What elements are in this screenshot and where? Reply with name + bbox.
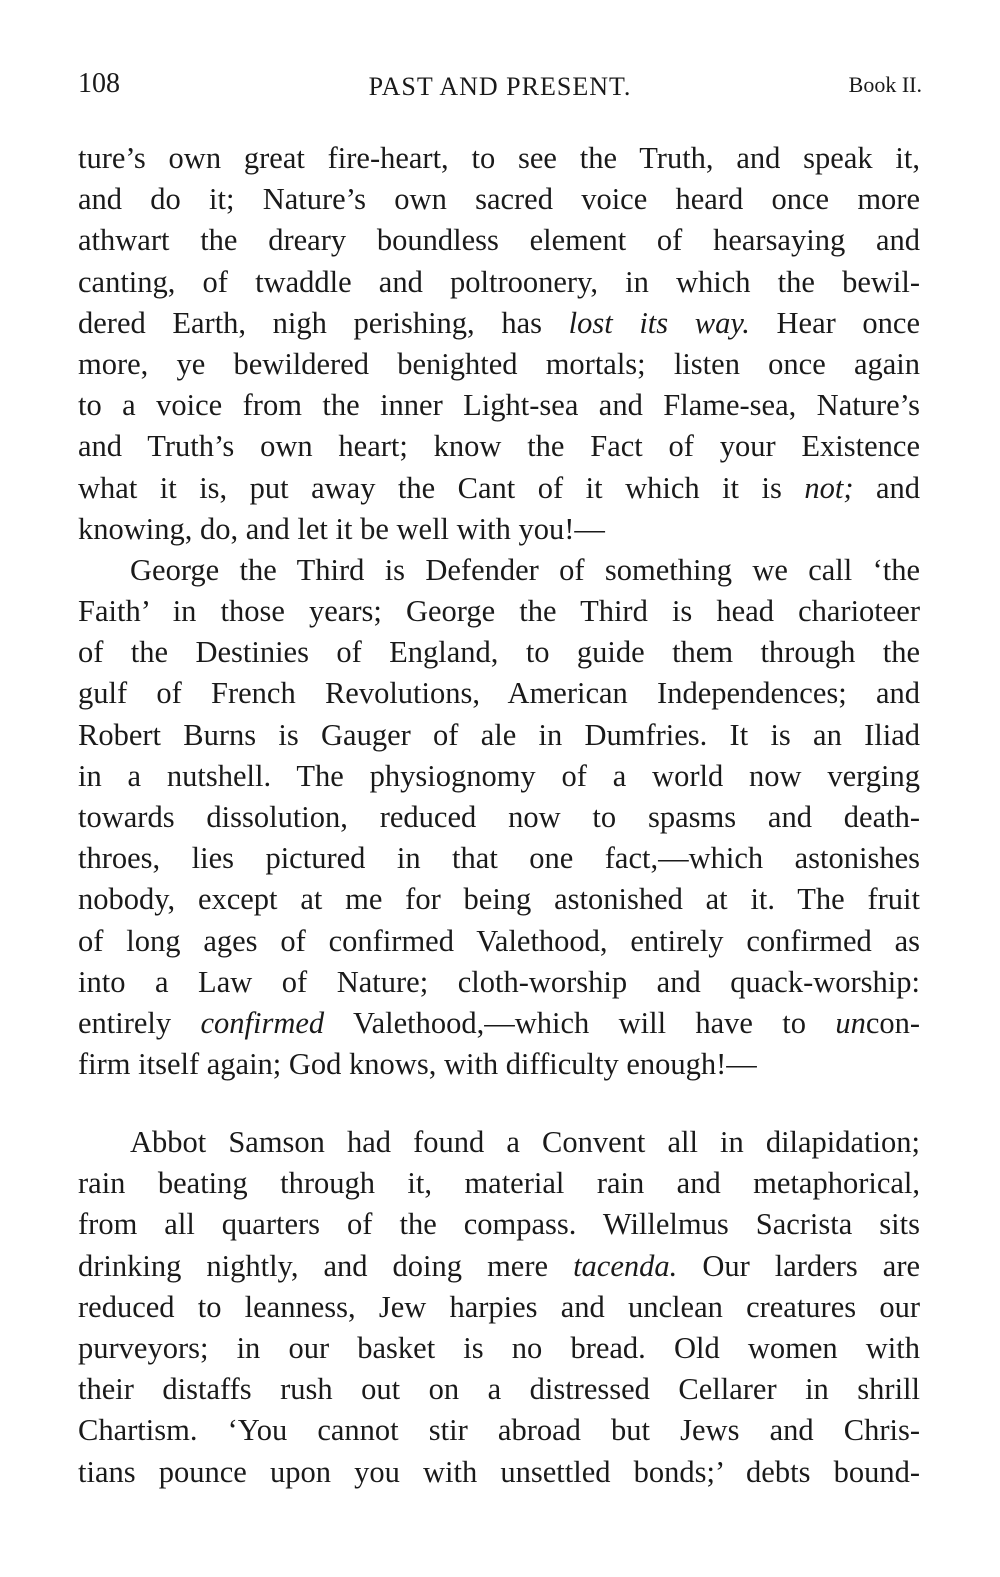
text-block-2	[78, 1122, 920, 1493]
text-line: athwart the dreary boundless element of hearsaying and	[78, 223, 920, 258]
text-line: their distaffs rush out on a distressed Cellarer in shrill	[78, 1372, 920, 1407]
text-line: throes, lies pictured in that one fact,—which astonishes	[78, 841, 920, 876]
text-line: to a voice from the inner Light-sea and Flame-sea, Nature’s	[78, 388, 920, 423]
text-line: Chartism. ‘You cannot stir abroad but Jews and Chris-	[78, 1413, 920, 1448]
text-line: Faith’ in those years; George the Third is head charioteer	[78, 594, 920, 629]
text-block-1	[78, 138, 920, 1085]
text-line: reduced to leanness, Jew harpies and unclean creatures our	[78, 1289, 920, 1324]
text-line: from all quarters of the compass. Willelmus Sacrista sits	[78, 1207, 920, 1242]
running-title: PAST AND PRESENT.	[368, 72, 632, 101]
text-line: firm itself again; God knows, with difficulty enough!—	[78, 1047, 757, 1082]
text-line: and Truth’s own heart; know the Fact of your Existence	[78, 429, 920, 464]
italic-phrase: not;	[804, 470, 854, 505]
text-line: rain beating through it, material rain and metaphorical,	[78, 1166, 920, 1201]
italic-phrase: tacenda.	[573, 1248, 678, 1283]
text-line: of the Destinies of England, to guide them through the	[78, 635, 920, 670]
italic-phrase: lost its way.	[568, 305, 750, 340]
book-label: Book II.	[848, 72, 922, 97]
text-line: purveyors; in our basket is no bread. Old women with	[78, 1330, 920, 1365]
text-line: towards dissolution, reduced now to spasms and death-	[78, 800, 920, 834]
text-line: ture’s own great fire-heart, to see the Truth, and speak it,	[78, 141, 920, 175]
running-header	[78, 68, 922, 102]
text-line: what it is, put away the Cant of it which it is not; and	[78, 470, 921, 505]
text-line: drinking nightly, and doing mere tacenda. Our larders are	[78, 1248, 921, 1283]
paragraph-start-line: Abbot Samson had found a Convent all in dilapidation;	[130, 1125, 920, 1159]
text-line: knowing, do, and let it be well with you!—	[78, 511, 605, 546]
text-line: and do it; Nature’s own sacred voice heard once more	[78, 182, 920, 217]
text-line: nobody, except at me for being astonished at it. The fruit	[78, 882, 920, 917]
text-line: in a nutshell. The physiognomy of a world now verging	[78, 758, 920, 793]
text-line: Robert Burns is Gauger of ale in Dumfries. It is an Iliad	[78, 717, 920, 752]
text-line: more, ye bewildered benighted mortals; listen once again	[78, 346, 920, 381]
italic-prefix: un	[835, 1005, 866, 1040]
paragraph-start-line: George the Third is Defender of something we call ‘the	[130, 552, 920, 587]
text-line: of long ages of confirmed Valethood, entirely confirmed as	[78, 923, 920, 958]
text-line: canting, of twaddle and poltroonery, in which the bewil-	[78, 264, 920, 299]
text-line: entirely confirmed Valethood,—which will have to uncon-	[78, 1005, 921, 1040]
text-line: tians pounce upon you with unsettled bonds;’ debts bound-	[78, 1454, 920, 1489]
text-line: dered Earth, nigh perishing, has lost its way. Hear once	[78, 305, 920, 340]
text-line: gulf of French Revolutions, American Independences; and	[78, 676, 920, 711]
text-line: into a Law of Nature; cloth-worship and quack-worship:	[78, 964, 920, 999]
page-number: 108	[78, 68, 120, 99]
italic-phrase: confirmed	[200, 1005, 325, 1040]
